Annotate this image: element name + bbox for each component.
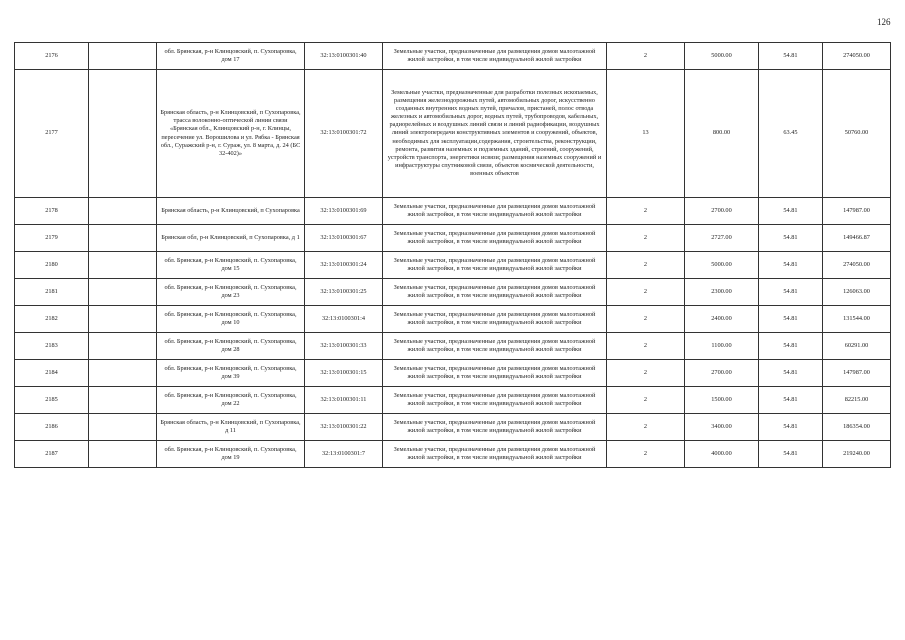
cell-specific-value: 54.81: [759, 198, 823, 225]
cell-number: 2177: [15, 70, 89, 198]
table-row: [15, 333, 891, 360]
cell-cadastral-value: 274050.00: [823, 252, 891, 279]
cell-specific-value: 54.81: [759, 360, 823, 387]
cell-address: обл. Брянская, р-н Клинцовский, п. Сухопаровка, дом 19: [157, 441, 305, 468]
cell-number: 2181: [15, 279, 89, 306]
table-row: [15, 414, 891, 441]
cell-use-group: 2: [607, 414, 685, 441]
cell-cadastral-value: 147987.00: [823, 360, 891, 387]
cell-use-group: 2: [607, 198, 685, 225]
cell-specific-value: 54.81: [759, 333, 823, 360]
cell-permitted-use: Земельные участки, предназначенные для размещения домов малоэтажной жилой застройки, в том числе индивидуальной жилой застройки: [383, 252, 607, 279]
cell-number: 2186: [15, 414, 89, 441]
cell-cadastral-number: 32:13:0100301:25: [305, 279, 383, 306]
cell-area: 2400.00: [685, 306, 759, 333]
cell-address: обл. Брянская, р-н Клинцовский, п. Сухопаровка, дом 15: [157, 252, 305, 279]
cell-cadastral-number: 32:13:0100301:33: [305, 333, 383, 360]
cell-empty: [89, 333, 157, 360]
cell-area: 800.00: [685, 70, 759, 198]
cell-cadastral-value: 126063.00: [823, 279, 891, 306]
cell-number: 2178: [15, 198, 89, 225]
cell-permitted-use: Земельные участки, предназначенные для размещения домов малоэтажной жилой застройки, в том числе индивидуальной жилой застройки: [383, 387, 607, 414]
cell-area: 2300.00: [685, 279, 759, 306]
cell-empty: [89, 252, 157, 279]
cell-specific-value: 63.45: [759, 70, 823, 198]
cell-cadastral-value: 149466.87: [823, 225, 891, 252]
cell-number: 2187: [15, 441, 89, 468]
cell-number: 2176: [15, 43, 89, 70]
cell-address: обл. Брянская, р-н Клинцовский, п. Сухопаровка, дом 39: [157, 360, 305, 387]
cell-permitted-use: Земельные участки, предназначенные для размещения домов малоэтажной жилой застройки, в том числе индивидуальной жилой застройки: [383, 306, 607, 333]
cell-specific-value: 54.81: [759, 387, 823, 414]
cell-cadastral-number: 32:13:0100301:7: [305, 441, 383, 468]
cell-specific-value: 54.81: [759, 225, 823, 252]
table-row: [15, 252, 891, 279]
cell-empty: [89, 225, 157, 252]
cell-number: 2184: [15, 360, 89, 387]
cell-cadastral-number: 32:13:0100301:72: [305, 70, 383, 198]
table-row: [15, 43, 891, 70]
cell-cadastral-value: 219240.00: [823, 441, 891, 468]
cell-use-group: 2: [607, 225, 685, 252]
cell-empty: [89, 198, 157, 225]
cell-cadastral-value: 60291.00: [823, 333, 891, 360]
cell-empty: [89, 414, 157, 441]
cell-use-group: 2: [607, 252, 685, 279]
cell-permitted-use: Земельные участки, предназначенные для размещения домов малоэтажной жилой застройки, в том числе индивидуальной жилой застройки: [383, 360, 607, 387]
cell-area: 1500.00: [685, 387, 759, 414]
table-row: [15, 279, 891, 306]
cell-cadastral-number: 32:13:0100301:15: [305, 360, 383, 387]
cell-cadastral-value: 82215.00: [823, 387, 891, 414]
cell-area: 1100.00: [685, 333, 759, 360]
cell-empty: [89, 360, 157, 387]
cell-address: обл. Брянская, р-н Клинцовский, п. Сухопаровка, дом 28: [157, 333, 305, 360]
cell-cadastral-number: 32:13:0100301:11: [305, 387, 383, 414]
cell-cadastral-value: 131544.00: [823, 306, 891, 333]
land-registry-table: [14, 42, 891, 468]
cell-use-group: 2: [607, 306, 685, 333]
cell-permitted-use: Земельные участки, предназначенные для размещения домов малоэтажной жилой застройки, в том числе индивидуальной жилой застройки: [383, 43, 607, 70]
cell-cadastral-number: 32:13:0100301:67: [305, 225, 383, 252]
cell-number: 2180: [15, 252, 89, 279]
cell-address: Брянская область, р-н Клинцовский, п Сухопаровка: [157, 198, 305, 225]
cell-specific-value: 54.81: [759, 441, 823, 468]
cell-empty: [89, 441, 157, 468]
cell-address: обл. Брянская, р-н Клинцовский, п. Сухопаровка, дом 10: [157, 306, 305, 333]
cell-permitted-use: Земельные участки, предназначенные для размещения домов малоэтажной жилой застройки, в том числе индивидуальной жилой застройки: [383, 198, 607, 225]
cell-area: 5000.00: [685, 43, 759, 70]
cell-use-group: 2: [607, 43, 685, 70]
cell-permitted-use: Земельные участки, предназначенные для размещения домов малоэтажной жилой застройки, в том числе индивидуальной жилой застройки: [383, 225, 607, 252]
table-body: [15, 43, 891, 468]
table-row: [15, 70, 891, 198]
page-number: 126: [877, 17, 891, 27]
cell-address: Брянская обл, р-н Клинцовский, п Сухопаровка, д 1: [157, 225, 305, 252]
cell-cadastral-value: 274050.00: [823, 43, 891, 70]
cell-area: 3400.00: [685, 414, 759, 441]
table-row: [15, 225, 891, 252]
cell-permitted-use: Земельные участки, предназначенные для размещения домов малоэтажной жилой застройки, в том числе индивидуальной жилой застройки: [383, 279, 607, 306]
cell-empty: [89, 43, 157, 70]
cell-cadastral-value: 147987.00: [823, 198, 891, 225]
cell-cadastral-number: 32:13:0100301:4: [305, 306, 383, 333]
cell-use-group: 2: [607, 360, 685, 387]
cell-cadastral-value: 186354.00: [823, 414, 891, 441]
table-row: [15, 198, 891, 225]
cell-cadastral-number: 32:13:0100301:22: [305, 414, 383, 441]
cell-address: обл. Брянская, р-н Клинцовский, п. Сухопаровка, дом 17: [157, 43, 305, 70]
cell-cadastral-value: 50760.00: [823, 70, 891, 198]
cell-address: Брянская область, р-н Клинцовский, п Сухопаровка, д 11: [157, 414, 305, 441]
cell-area: 2700.00: [685, 198, 759, 225]
cell-use-group: 2: [607, 333, 685, 360]
cell-empty: [89, 70, 157, 198]
cell-use-group: 13: [607, 70, 685, 198]
cell-empty: [89, 387, 157, 414]
cell-number: 2182: [15, 306, 89, 333]
cell-area: 5000.00: [685, 252, 759, 279]
cell-specific-value: 54.81: [759, 252, 823, 279]
table-row: [15, 387, 891, 414]
table-row: [15, 306, 891, 333]
cell-use-group: 2: [607, 279, 685, 306]
cell-empty: [89, 306, 157, 333]
cell-area: 2727.00: [685, 225, 759, 252]
cell-cadastral-number: 32:13:0100301:69: [305, 198, 383, 225]
cell-address: обл. Брянская, р-н Клинцовский, п. Сухопаровка, дом 23: [157, 279, 305, 306]
cell-address: обл. Брянская, р-н Клинцовский, п. Сухопаровка, дом 22: [157, 387, 305, 414]
cell-permitted-use: Земельные участки, предназначенные для размещения домов малоэтажной жилой застройки, в том числе индивидуальной жилой застройки: [383, 414, 607, 441]
cell-permitted-use: Земельные участки, предназначенные для разработки полезных ископаемых, размещения железнодорожных путей, автомобильных дорог, искусственно созданных внутренних водных путей, причалов, пристаней, полос отвода железных и автомобильных дорог, водных путей, трубопроводов, кабельных, радиорелейных и воздушных линий связи и линий радиофикации, воздушных линий электропередачи конструктивных элементов и сооружений, объектов, необходимых для эксплуатации,содержания, строительства, реконструкции, ремонта, развития наземных и подземных зданий, строений, сооружений, устройств транспорта, энергетики исвязи; размещения наземных сооружений и инфраструктуры спутниковой связи, объектов космической деятельности, военных объектов: [383, 70, 607, 198]
cell-cadastral-number: 32:13:0100301:24: [305, 252, 383, 279]
table-row: [15, 441, 891, 468]
cell-specific-value: 54.81: [759, 414, 823, 441]
cell-specific-value: 54.81: [759, 43, 823, 70]
cell-specific-value: 54.81: [759, 279, 823, 306]
cell-number: 2179: [15, 225, 89, 252]
cell-empty: [89, 279, 157, 306]
cell-specific-value: 54.81: [759, 306, 823, 333]
table-row: [15, 360, 891, 387]
cell-address: Брянская область, р-н Клинцовский, п Сухопаровка, трасса волоконно-оптической линии связи «Брянская обл., Клинцовский р-н, г. Клинцы, пересечение ул. Ворошилова и ул. Рябка - Брянская обл., Суражский р-н, г. Сураж, ул. 8 марта, д. 24 (БС 32-402)»: [157, 70, 305, 198]
cell-use-group: 2: [607, 387, 685, 414]
cell-area: 4000.00: [685, 441, 759, 468]
cell-cadastral-number: 32:13:0100301:40: [305, 43, 383, 70]
cell-permitted-use: Земельные участки, предназначенные для размещения домов малоэтажной жилой застройки, в том числе индивидуальной жилой застройки: [383, 333, 607, 360]
cell-number: 2185: [15, 387, 89, 414]
cell-use-group: 2: [607, 441, 685, 468]
cell-area: 2700.00: [685, 360, 759, 387]
cell-number: 2183: [15, 333, 89, 360]
cell-permitted-use: Земельные участки, предназначенные для размещения домов малоэтажной жилой застройки, в том числе индивидуальной жилой застройки: [383, 441, 607, 468]
